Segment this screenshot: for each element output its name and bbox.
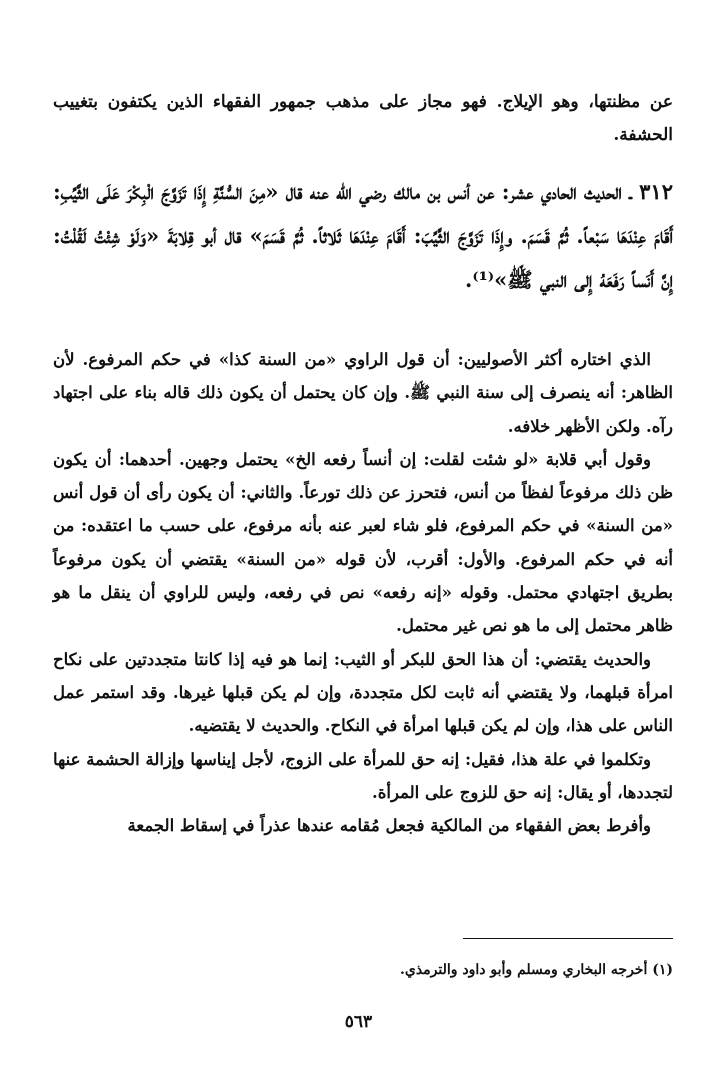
hadith-paragraph: ٣١٢ ـ الحديث الحادي عشر: عن أنس بن مالك رضي الله عنه قال «مِنَ السُّنَّةِ إِذَا تَزَوَّجَ الْبِكْرَ عَلَى الثَّيِّبِ: أَقَامَ عِنْدَهَا سَبْعاً. ثُمَّ قَسَمَ. وإِذَا تَزَوَّجَ الثَّيِّبَ: أَقَامَ عِنْدَهَا ثَلاثاً. ثُمَّ قَسَمَ» قال أبو قِلابَةَ «وَلَوْ شِئْتُ لَقُلْتُ: إِنَّ أَنَساً رَفَعَهُ إِلى النبي ﷺ»⁽¹⁾. [53,179,673,292]
commentary-paragraph: وتكلموا في علة هذا، فقيل: إنه حق للمرأة على الزوج، لأجل إيناسها وإزالة الحشمة عنها لتجددها، أو يقال: إنه حق للزوج على المرأة. [53,749,673,802]
commentary-paragraph: والحديث يقتضي: أن هذا الحق للبكر أو الثيب: إنما هو فيه إذا كانتا متجددتين على نكاح امرأة قبلهما، ولا يقتضي أنه ثابت لكل متجددة، وإن لم يكن قبلها غيرها. وقد استمر عمل الناس على هذا، وإن لم يكن قبلها امرأة في النكاح. والحديث لا يقتضيه. [53,649,673,736]
commentary-block [53,343,673,842]
hadith-block [53,170,673,302]
footnote-divider [463,938,673,939]
intro-text [53,86,673,152]
commentary-paragraph: الذي اختاره أكثر الأصوليين: أن قول الراوي «من السنة كذا» في حكم المرفوع. لأن الظاهر: أنه ينصرف إلى سنة النبي ﷺ. وإن كان يحتمل أن يكون ذلك قاله بناء على اجتهاد رآه. ولكن الأظهر خلافه. [53,350,673,436]
footnote: (١) أخرجه البخاري ومسلم وأبو داود والترمذي. [400,962,673,978]
page-number: ٥٦٣ [344,1012,373,1032]
commentary-paragraph: وأفرط بعض الفقهاء من المالكية فجعل مُقامه عندها عذراً في إسقاط الجمعة [127,816,651,836]
intro-paragraph: عن مظنتها، وهو الإيلاج. فهو مجاز على مذهب جمهور الفقهاء الذين يكتفون بتغييب الحشفة. [53,92,673,145]
commentary-paragraph: وقول أبي قلابة «لو شئت لقلت: إن أنساً رفعه الخ» يحتمل وجهين. أحدهما: أن يكون ظن ذلك مرفوعاً لفظاً من أنس، فتحرز عن ذلك تورعاً. والثاني: أن يكون رأى أن قول أنس «من السنة» في حكم المرفوع، فلو شاء لعبر عنه بأنه مرفوع، على حسب ما اعتقده: من أنه في حكم المرفوع. والأول: أقرب، لأن قوله «من السنة» يقتضي أن يكون مرفوعاً بطريق اجتهادي محتمل. وقوله «إنه رفعه» نص في رفعه، وليس للراوي أن ينقل ما هو ظاهر محتمل إلى ما هو نص غير محتمل. [53,449,673,636]
